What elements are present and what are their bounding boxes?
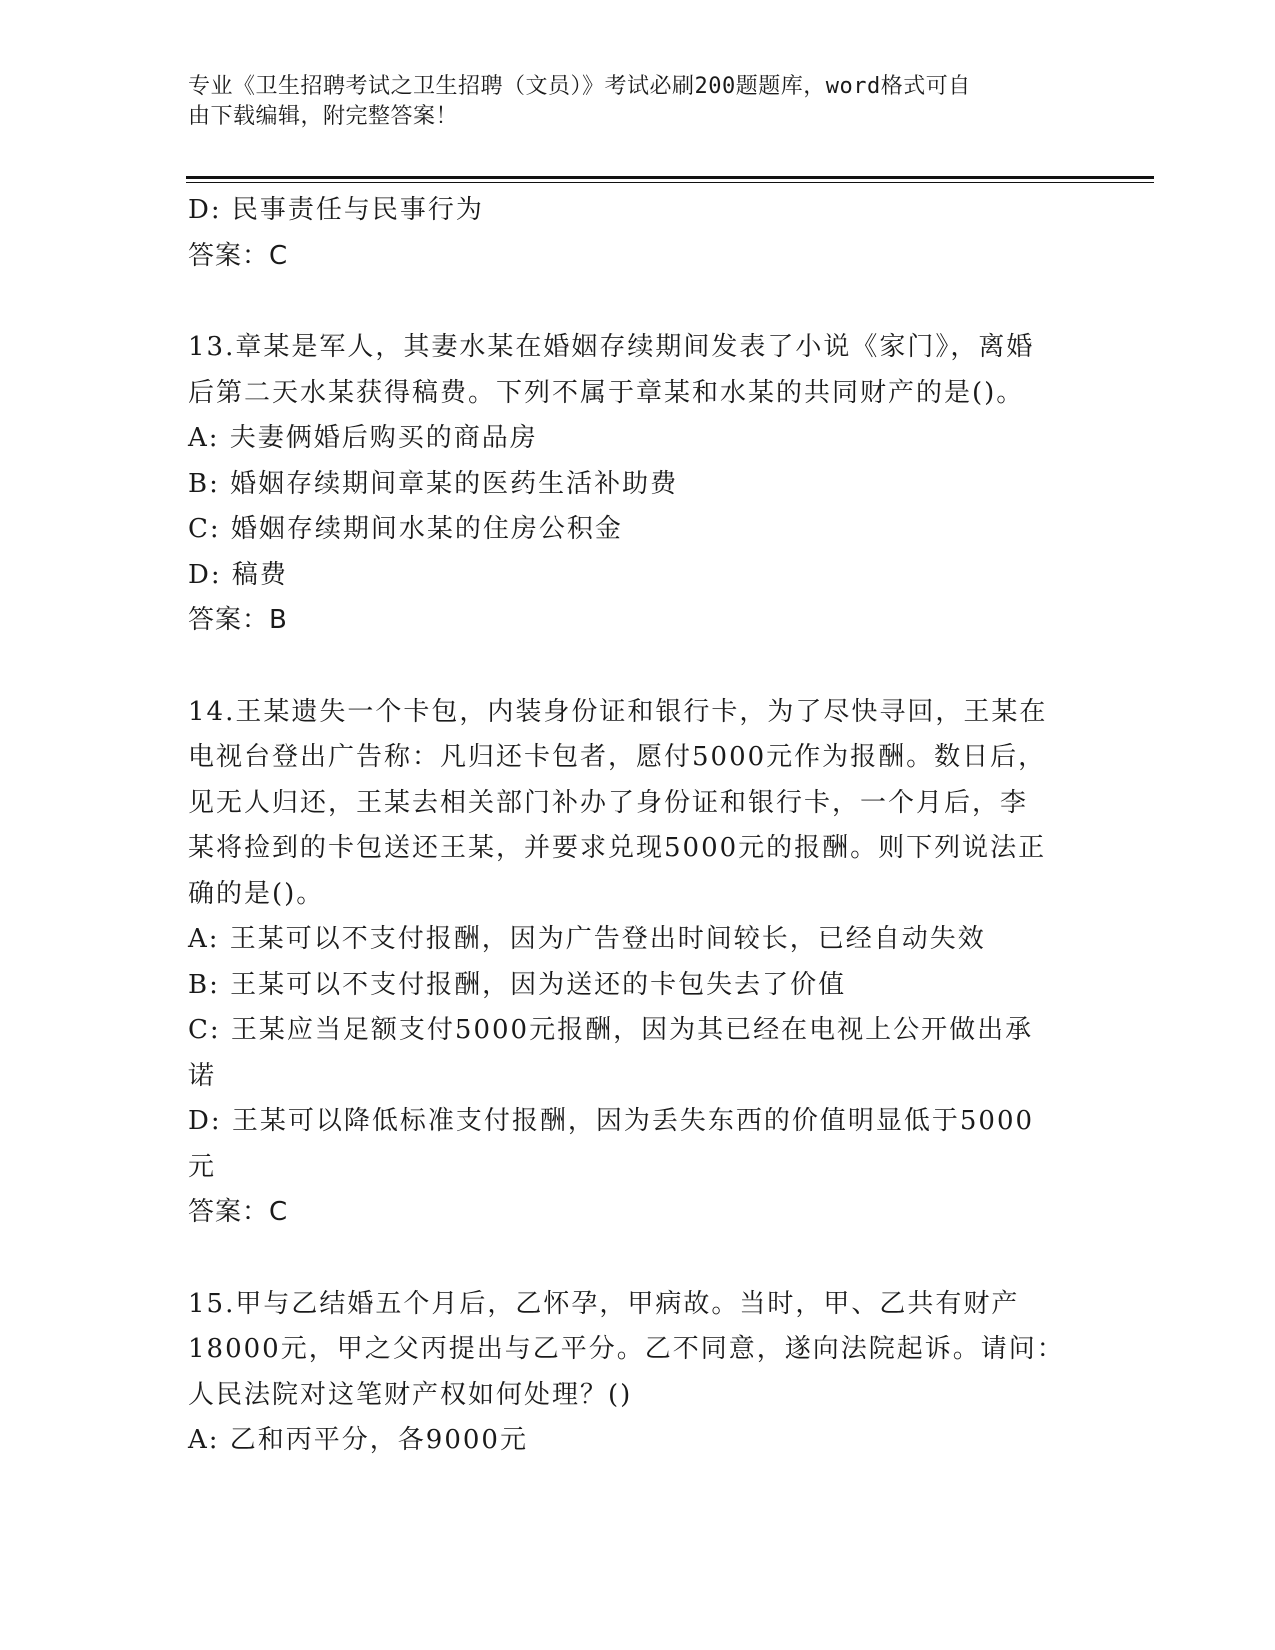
question-stem: 见无人归还，王某去相关部门补办了身份证和银行卡，一个月后，李 bbox=[188, 787, 1029, 818]
answer: 答案：C bbox=[188, 240, 289, 271]
option-b: B: 婚姻存续期间章某的医药生活补助费 bbox=[188, 468, 679, 499]
option-d: D: 民事责任与民事行为 bbox=[188, 195, 484, 225]
option-a: A: 夫妻俩婚后购买的商品房 bbox=[188, 423, 538, 453]
previous-question-tail bbox=[188, 188, 1078, 279]
question-14 bbox=[188, 690, 1078, 1236]
option-c: C: 婚姻存续期间水某的住房公积金 bbox=[188, 514, 623, 544]
option-c: C: 王某应当足额支付5000元报酬，因为其已经在电视上公开做出承 bbox=[188, 1015, 1034, 1045]
spacer bbox=[188, 279, 1078, 325]
question-stem: 15.甲与乙结婚五个月后，乙怀孕，甲病故。当时，甲、乙共有财产 bbox=[188, 1288, 1020, 1319]
option-a: A: 乙和丙平分，各9000元 bbox=[188, 1425, 528, 1455]
option-d-continued: 元 bbox=[188, 1151, 217, 1182]
question-stem: 某将捡到的卡包送还王某，并要求兑现5000元的报酬。则下列说法正 bbox=[188, 833, 1047, 863]
option-b: B: 王某可以不支付报酬，因为送还的卡包失去了价值 bbox=[188, 969, 847, 1000]
option-d: D: 王某可以降低标准支付报酬，因为丢失东西的价值明显低于5000 bbox=[188, 1106, 1035, 1136]
question-stem: 14.王某遗失一个卡包，内装身份证和银行卡，为了尽快寻回，王某在 bbox=[188, 696, 1048, 727]
question-stem: 后第二天水某获得稿费。下列不属于章某和水某的共同财产的是()。 bbox=[188, 377, 1025, 408]
document-header bbox=[188, 72, 1068, 132]
spacer bbox=[188, 644, 1078, 690]
answer: 答案：C bbox=[188, 1197, 289, 1227]
header-divider-thin bbox=[186, 182, 1154, 183]
question-15 bbox=[188, 1282, 1078, 1464]
document-body bbox=[188, 188, 1078, 1464]
question-stem: 确的是()。 bbox=[188, 878, 325, 909]
question-stem: 人民法院对这笔财产权如何处理？() bbox=[188, 1379, 633, 1410]
header-divider-thick bbox=[186, 176, 1154, 179]
option-c-continued: 诺 bbox=[188, 1060, 217, 1091]
spacer bbox=[188, 1236, 1078, 1282]
answer: 答案：B bbox=[188, 605, 288, 635]
header-line-1: 专业《卫生招聘考试之卫生招聘（文员）》考试必刷200题题库，word格式可自 bbox=[188, 74, 971, 99]
question-13 bbox=[188, 325, 1078, 644]
question-stem: 电视台登出广告称：凡归还卡包者，愿付5000元作为报酬。数日后， bbox=[188, 742, 1047, 772]
option-d: D: 稿费 bbox=[188, 559, 288, 590]
question-stem: 18000元，甲之父丙提出与乙平分。乙不同意，遂向法院起诉。请问： bbox=[188, 1334, 1065, 1364]
option-a: A: 王某可以不支付报酬，因为广告登出时间较长，已经自动失效 bbox=[188, 924, 986, 954]
question-stem: 13.章某是军人，其妻水某在婚姻存续期间发表了小说《家门》，离婚 bbox=[188, 332, 1035, 362]
header-line-2: 由下载编辑，附完整答案！ bbox=[188, 104, 459, 129]
